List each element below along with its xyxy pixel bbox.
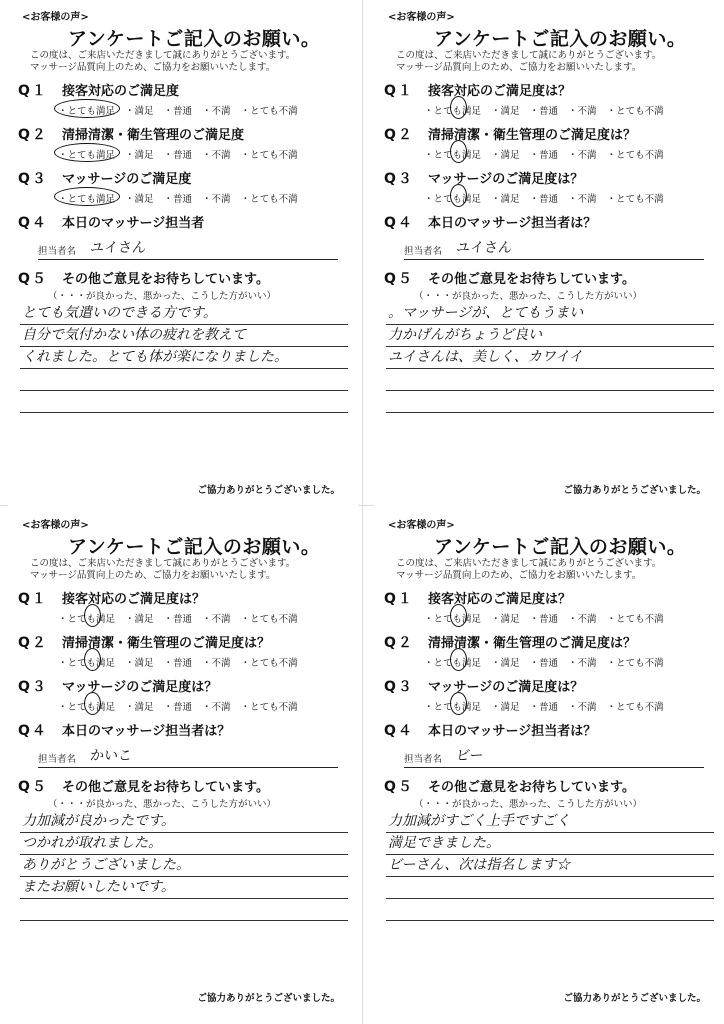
scale-option-label: ・とても満足 xyxy=(58,614,116,625)
intro-line: マッサージ品質向上のため、ご協力をお願いいたします。 xyxy=(30,570,276,581)
question-number: Q２ xyxy=(384,127,414,143)
thanks-note: ご協力ありがとうございました。 xyxy=(563,993,706,1004)
question-text: 本日のマッサージ担当者は？ xyxy=(428,724,597,739)
staff-label: 担当者名 xyxy=(404,246,443,257)
scale-option[interactable]: ・とても不満 xyxy=(606,150,664,161)
scale-option[interactable]: ・不満 xyxy=(568,658,597,669)
question-number: Q４ xyxy=(384,215,414,231)
scale-option[interactable]: ・普通 xyxy=(163,614,193,625)
comment-line xyxy=(20,369,348,391)
question-4 xyxy=(8,720,358,768)
intro-line: マッサージ品質向上のため、ご協力をお願いいたします。 xyxy=(396,570,642,581)
voice-tag: <お客様の声> xyxy=(22,12,89,23)
question-text: 本日のマッサージ担当者 xyxy=(62,216,205,231)
staff-field[interactable] xyxy=(404,746,704,768)
question-1 xyxy=(374,588,724,628)
survey-title: アンケートご記入のお願い。 xyxy=(434,28,687,50)
question-1 xyxy=(8,80,358,120)
intro-line: マッサージ品質向上のため、ご協力をお願いいたします。 xyxy=(30,62,276,73)
comment-line: ありがとうございました。 xyxy=(20,855,348,877)
question-number: Q４ xyxy=(18,723,48,739)
question-5 xyxy=(374,268,724,413)
selection-circle-mark xyxy=(450,604,467,627)
scale-option-selected[interactable] xyxy=(58,103,120,117)
scale-option[interactable]: ・とても不満 xyxy=(606,106,664,117)
survey-intro xyxy=(30,50,358,76)
question-2 xyxy=(8,124,358,164)
scale-option-label: ・とても満足 xyxy=(58,194,116,205)
question-text: その他ご意見をお待ちしています。 xyxy=(62,780,269,795)
survey-title: アンケートご記入のお願い。 xyxy=(68,28,321,50)
question-number: Q４ xyxy=(18,215,48,231)
scale-option[interactable]: ・普通 xyxy=(529,702,559,713)
question-1 xyxy=(8,588,358,628)
question-2 xyxy=(374,632,724,672)
rating-scale xyxy=(58,144,358,164)
question-number: Q５ xyxy=(18,271,48,287)
comment-hint: （・・・が良かった、悪かった、こうした方がいい） xyxy=(48,291,277,302)
scale-option-label: ・とても満足 xyxy=(424,614,482,625)
thanks-note: ご協力ありがとうございました。 xyxy=(563,485,706,496)
scale-option[interactable]: ・不満 xyxy=(202,194,231,205)
intro-line: この度は、ご来店いただきまして誠にありがとうございます。 xyxy=(396,50,662,61)
selection-circle-mark xyxy=(54,143,120,162)
question-text: その他ご意見をお待ちしています。 xyxy=(428,780,635,795)
question-4 xyxy=(374,720,724,768)
comment-line: ビーさん、次は指名します☆ xyxy=(386,855,714,877)
question-number: Q４ xyxy=(384,723,414,739)
scale-option[interactable]: ・普通 xyxy=(163,150,193,161)
comment-line: ユイさんは、美しく、カワイイ xyxy=(386,347,714,369)
survey-sheet xyxy=(374,6,724,506)
scale-option[interactable]: ・普通 xyxy=(163,106,193,117)
scale-option-selected[interactable] xyxy=(58,611,120,625)
question-number: Q２ xyxy=(18,127,48,143)
scale-option-selected[interactable] xyxy=(424,191,486,205)
scale-option[interactable]: ・普通 xyxy=(163,658,193,669)
question-5 xyxy=(8,776,358,921)
selection-circle-mark xyxy=(84,604,101,627)
staff-name-handwritten: ビー xyxy=(455,748,485,764)
survey-title: アンケートご記入のお願い。 xyxy=(68,536,321,558)
question-number: Q３ xyxy=(384,171,414,187)
intro-line: マッサージ品質向上のため、ご協力をお願いいたします。 xyxy=(396,62,642,73)
scale-option[interactable]: ・普通 xyxy=(529,106,559,117)
question-number: Q１ xyxy=(384,591,414,607)
scale-option-label: ・とても満足 xyxy=(58,106,116,117)
question-text: 本日のマッサージ担当者は？ xyxy=(428,216,597,231)
comment-hint: （・・・が良かった、悪かった、こうした方がいい） xyxy=(48,799,277,810)
scale-option[interactable]: ・とても不満 xyxy=(240,194,298,205)
question-number: Q２ xyxy=(18,635,48,651)
comment-line xyxy=(386,369,714,391)
question-text: 接客対応のご満足度は？ xyxy=(62,592,206,607)
comment-line: 力加減がすごく上手ですごく xyxy=(386,811,714,833)
comment-line xyxy=(20,899,348,921)
scale-option[interactable]: ・満足 xyxy=(491,194,520,205)
scale-option[interactable]: ・とても不満 xyxy=(606,702,664,713)
scale-option[interactable]: ・とても不満 xyxy=(240,106,298,117)
question-number: Q３ xyxy=(18,679,48,695)
staff-field[interactable] xyxy=(404,238,704,260)
scale-option[interactable]: ・満足 xyxy=(491,614,520,625)
question-text: マッサージのご満足度は？ xyxy=(62,680,218,695)
scale-option[interactable]: ・とても不満 xyxy=(606,658,664,669)
question-2 xyxy=(374,124,724,164)
scale-option[interactable]: ・とても不満 xyxy=(240,150,298,161)
staff-label: 担当者名 xyxy=(38,246,77,257)
question-text: マッサージのご満足度 xyxy=(62,172,192,187)
scale-option[interactable]: ・普通 xyxy=(163,194,193,205)
question-text: 接客対応のご満足度 xyxy=(62,84,180,99)
rating-scale xyxy=(424,188,724,208)
rating-scale xyxy=(424,144,724,164)
question-number: Q５ xyxy=(384,271,414,287)
comment-line: またお願いしたいです。 xyxy=(20,877,348,899)
scale-option[interactable]: ・不満 xyxy=(568,106,597,117)
question-text: 接客対応のご満足度は？ xyxy=(428,592,572,607)
scale-option-selected[interactable] xyxy=(424,611,486,625)
selection-circle-mark xyxy=(450,96,467,119)
rating-scale xyxy=(58,652,358,672)
selection-circle-mark xyxy=(84,648,101,671)
question-text: その他ご意見をお待ちしています。 xyxy=(428,272,635,287)
thanks-note: ご協力ありがとうございました。 xyxy=(197,993,340,1004)
rating-scale xyxy=(58,100,358,120)
rating-scale xyxy=(424,652,724,672)
scale-option[interactable]: ・満足 xyxy=(125,150,154,161)
comment-hint: （・・・が良かった、悪かった、こうした方がいい） xyxy=(414,291,643,302)
question-text: 清掃清潔・衛生管理のご満足度は？ xyxy=(428,636,637,651)
scale-option-label: ・とても満足 xyxy=(58,702,116,713)
comment-line: 満足できました。 xyxy=(386,833,714,855)
scale-option[interactable]: ・とても不満 xyxy=(606,194,664,205)
comment-lines[interactable] xyxy=(386,811,714,921)
scale-option-selected[interactable] xyxy=(58,699,120,713)
comment-hint: （・・・が良かった、悪かった、こうした方がいい） xyxy=(414,799,643,810)
staff-field[interactable] xyxy=(38,746,338,768)
sheet-divider-vertical xyxy=(362,0,363,1024)
voice-tag: <お客様の声> xyxy=(388,520,455,531)
scale-option-label: ・とても満足 xyxy=(58,150,116,161)
scale-option[interactable]: ・とても不満 xyxy=(606,614,664,625)
staff-label: 担当者名 xyxy=(404,754,443,765)
voice-tag: <お客様の声> xyxy=(22,520,89,531)
scale-option-selected[interactable] xyxy=(424,103,486,117)
scale-option-selected[interactable] xyxy=(424,699,486,713)
selection-circle-mark xyxy=(450,648,467,671)
scale-option[interactable]: ・満足 xyxy=(125,194,154,205)
question-text: 清掃清潔・衛生管理のご満足度 xyxy=(62,128,245,143)
rating-scale xyxy=(58,608,358,628)
staff-field[interactable] xyxy=(38,238,338,260)
comment-line: くれました。とても体が楽になりました。 xyxy=(20,347,348,369)
scale-option[interactable]: ・普通 xyxy=(529,658,559,669)
question-2 xyxy=(8,632,358,672)
question-number: Q１ xyxy=(18,591,48,607)
staff-name-handwritten: ユイさん xyxy=(455,240,513,256)
question-text: マッサージのご満足度は？ xyxy=(428,680,584,695)
survey-sheet xyxy=(374,514,724,1014)
intro-line: この度は、ご来店いただきまして誠にありがとうございます。 xyxy=(396,558,662,569)
scale-option[interactable]: ・普通 xyxy=(529,194,559,205)
selection-circle-mark xyxy=(450,140,467,163)
scale-option-selected[interactable] xyxy=(424,655,486,669)
question-4 xyxy=(374,212,724,260)
question-number: Q５ xyxy=(18,779,48,795)
question-3 xyxy=(374,168,724,208)
comment-lines[interactable] xyxy=(386,303,714,413)
scale-option-label: ・とても満足 xyxy=(58,658,116,669)
staff-label: 担当者名 xyxy=(38,754,77,765)
comment-line: 自分で気付かない体の疲れを教えて xyxy=(20,325,348,347)
survey-sheet xyxy=(8,6,358,506)
selection-circle-mark xyxy=(84,692,101,715)
comment-line xyxy=(386,391,714,413)
scale-option[interactable]: ・普通 xyxy=(529,614,559,625)
scale-option[interactable]: ・とても不満 xyxy=(240,614,298,625)
scale-option[interactable]: ・とても不満 xyxy=(240,658,298,669)
scale-option-selected[interactable] xyxy=(58,147,120,161)
scale-option[interactable]: ・とても不満 xyxy=(240,702,298,713)
question-5 xyxy=(8,268,358,413)
scale-option[interactable]: ・満足 xyxy=(491,106,520,117)
scale-option-label: ・とても満足 xyxy=(424,658,482,669)
question-number: Q３ xyxy=(384,679,414,695)
scale-option[interactable]: ・満足 xyxy=(491,658,520,669)
rating-scale xyxy=(424,100,724,120)
scale-option[interactable]: ・不満 xyxy=(202,614,231,625)
scale-option[interactable]: ・満足 xyxy=(491,702,520,713)
staff-name-handwritten: かいこ xyxy=(89,748,133,764)
question-text: 接客対応のご満足度は？ xyxy=(428,84,572,99)
scale-option-label: ・とても満足 xyxy=(424,702,482,713)
question-3 xyxy=(374,676,724,716)
scale-option[interactable]: ・不満 xyxy=(202,702,231,713)
comment-line: 力かげんがちょうど良い xyxy=(386,325,714,347)
scale-option[interactable]: ・満足 xyxy=(125,106,154,117)
scale-option[interactable]: ・不満 xyxy=(568,150,597,161)
scale-option[interactable]: ・普通 xyxy=(163,702,193,713)
scale-option-label: ・とても満足 xyxy=(424,194,482,205)
selection-circle-mark xyxy=(54,187,120,206)
scale-option-selected[interactable] xyxy=(424,147,486,161)
question-number: Q１ xyxy=(18,83,48,99)
staff-name-handwritten: ユイさん xyxy=(89,240,147,256)
question-text: 清掃清潔・衛生管理のご満足度は？ xyxy=(62,636,271,651)
rating-scale xyxy=(424,608,724,628)
rating-scale xyxy=(58,696,358,716)
scale-option-selected[interactable] xyxy=(58,655,120,669)
comment-lines[interactable] xyxy=(20,811,348,921)
rating-scale xyxy=(424,696,724,716)
question-number: Q５ xyxy=(384,779,414,795)
question-3 xyxy=(8,676,358,716)
thanks-note: ご協力ありがとうございました。 xyxy=(197,485,340,496)
scale-option[interactable]: ・満足 xyxy=(125,658,154,669)
scale-option-selected[interactable] xyxy=(58,191,120,205)
question-3 xyxy=(8,168,358,208)
intro-line: この度は、ご来店いただきまして誠にありがとうございます。 xyxy=(30,558,296,569)
survey-intro xyxy=(30,558,358,584)
intro-line: この度は、ご来店いただきまして誠にありがとうございます。 xyxy=(30,50,296,61)
scale-option[interactable]: ・満足 xyxy=(491,150,520,161)
selection-circle-mark xyxy=(54,99,120,118)
comment-line xyxy=(386,899,714,921)
question-number: Q３ xyxy=(18,171,48,187)
question-text: 本日のマッサージ担当者は？ xyxy=(62,724,231,739)
comment-line: つかれが取れました。 xyxy=(20,833,348,855)
rating-scale xyxy=(58,188,358,208)
comment-lines[interactable] xyxy=(20,303,348,413)
survey-title: アンケートご記入のお願い。 xyxy=(434,536,687,558)
survey-intro xyxy=(396,50,724,76)
scale-option[interactable]: ・普通 xyxy=(529,150,559,161)
scale-option-label: ・とても満足 xyxy=(424,150,482,161)
survey-sheet xyxy=(8,514,358,1014)
question-4 xyxy=(8,212,358,260)
scale-option[interactable]: ・不満 xyxy=(568,614,597,625)
question-5 xyxy=(374,776,724,921)
question-number: Q２ xyxy=(384,635,414,651)
scale-option-label: ・とても満足 xyxy=(424,106,482,117)
scale-option[interactable]: ・不満 xyxy=(202,658,231,669)
comment-line xyxy=(20,391,348,413)
voice-tag: <お客様の声> xyxy=(388,12,455,23)
question-text: その他ご意見をお待ちしています。 xyxy=(62,272,269,287)
scale-option[interactable]: ・不満 xyxy=(568,702,597,713)
comment-line: 力加減が良かったです。 xyxy=(20,811,348,833)
selection-circle-mark xyxy=(450,692,467,715)
scale-option[interactable]: ・不満 xyxy=(202,150,231,161)
question-1 xyxy=(374,80,724,120)
scale-option[interactable]: ・満足 xyxy=(125,702,154,713)
scale-option[interactable]: ・満足 xyxy=(125,614,154,625)
question-number: Q１ xyxy=(384,83,414,99)
selection-circle-mark xyxy=(450,184,467,207)
question-text: 清掃清潔・衛生管理のご満足度は？ xyxy=(428,128,637,143)
survey-intro xyxy=(396,558,724,584)
comment-line xyxy=(386,877,714,899)
comment-line: 。マッサージが、とてもうまい xyxy=(386,303,714,325)
comment-line: とても気遣いのできる方です。 xyxy=(20,303,348,325)
scale-option[interactable]: ・不満 xyxy=(202,106,231,117)
scale-option[interactable]: ・不満 xyxy=(568,194,597,205)
question-text: マッサージのご満足度は？ xyxy=(428,172,584,187)
